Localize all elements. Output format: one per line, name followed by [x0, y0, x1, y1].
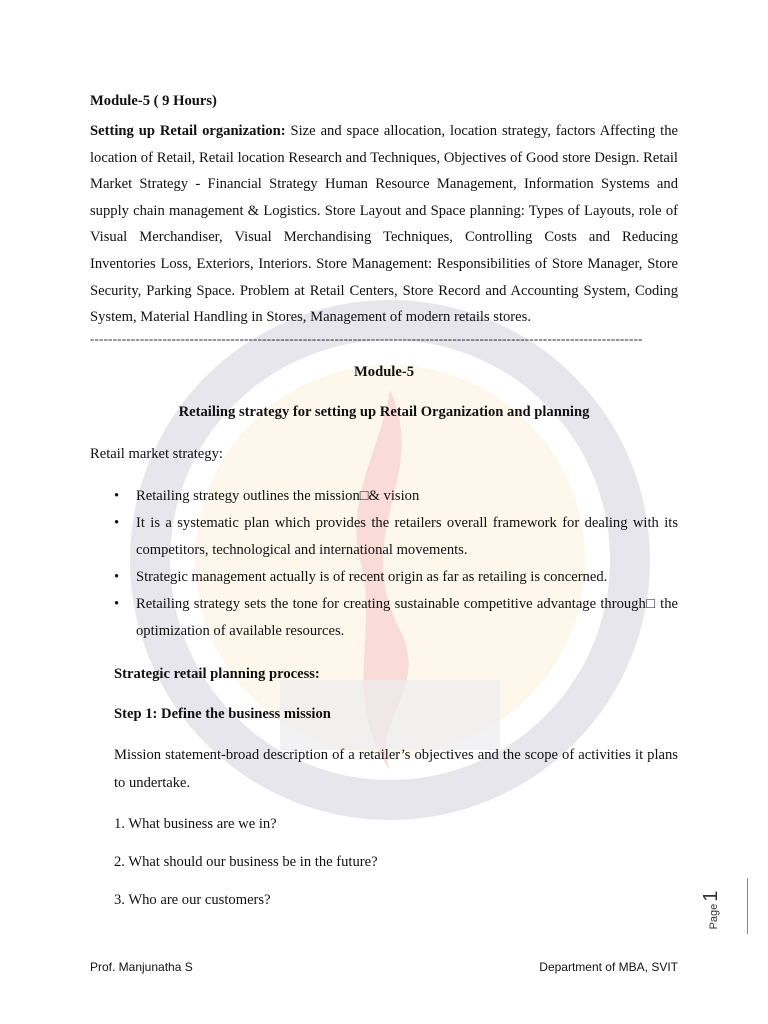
module-title: Module-5 [354, 363, 414, 380]
section-divider: -------------------------------------------------------------------------------------------------------------------------- [90, 332, 643, 345]
step1-heading: Step 1: Define the business mission [114, 705, 331, 722]
question-item: 2. What should our business be in the future? [114, 853, 378, 870]
list-item: • It is a systematic plan which provides the retailers overall framework for dealing with its competitors, technological and international movements. [136, 510, 678, 564]
question-item: 1. What business are we in? [114, 815, 277, 832]
footer-author: Prof. Manjunatha S [90, 960, 193, 974]
module-heading: Module-5 ( 9 Hours) [90, 93, 217, 109]
planning-heading: Strategic retail planning process: [114, 665, 320, 682]
question-item: 3. Who are our customers? [114, 891, 271, 908]
page-number-value: 1 [700, 890, 722, 902]
strategy-bullet-list [90, 483, 678, 645]
syllabus-paragraph [90, 118, 678, 331]
mission-text: Mission statement-broad description of a retailer’s objectives and the scope of activities it plans to undertake. [114, 746, 678, 791]
retail-market-label: Retail market strategy: [90, 445, 223, 462]
page-content [90, 90, 678, 911]
list-item: • Strategic management actually is of recent origin as far as retailing is concerned. [136, 564, 678, 591]
footer-department: Department of MBA, SVIT [539, 960, 678, 974]
page-number [700, 890, 760, 930]
syllabus-lead: Setting up Retail organization: [90, 123, 286, 139]
section-title: Retailing strategy for setting up Retail Organization and planning [178, 403, 590, 420]
list-item: • Retailing strategy outlines the mission□& vision [136, 483, 678, 510]
page-label: Page [708, 903, 720, 930]
syllabus-text: Size and space allocation, location strategy, factors Affecting the location of Retail, Retail location Research and Techniques, Objectives of Good store Design. Retail Market Strategy - Financial Strategy Human Resource Management, Information Systems and supply chain management & Logistics. Store Layout and Space planning: Types of Layouts, role of Visual Merchandiser, Visual Merchandising Techniques, Controlling Costs and Reducing Inventories Loss, Exteriors, Interiors. Store Management: Responsibilities of Store Manager, Store Security, Parking Space. Problem at Retail Centers, Store Record and Accounting System, Coding System, Material Handling in Stores, Management of modern retails stores. [90, 123, 678, 326]
page-footer [90, 960, 678, 974]
list-item: • Retailing strategy sets the tone for creating sustainable competitive advantage through□ the optimization of available resources. [136, 591, 678, 645]
